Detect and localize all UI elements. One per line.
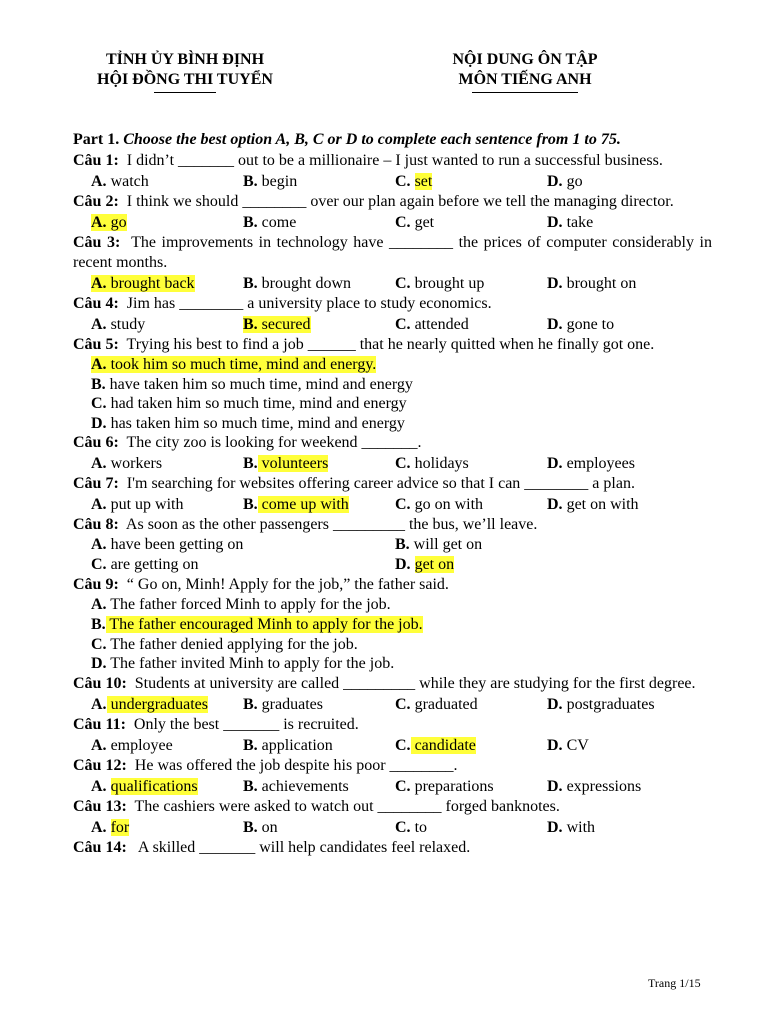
option-b[interactable]: B. will get on (395, 536, 483, 554)
question-text: Students at university are called _________ while they are studying for the first degree. (134, 674, 696, 692)
option-b[interactable]: B. brought down (243, 275, 351, 292)
option-b[interactable] (243, 314, 311, 335)
option-a[interactable]: A. qualifications (91, 777, 198, 795)
question-14 (73, 838, 712, 858)
option-c[interactable]: C. candidate (395, 736, 476, 754)
question-number: Câu 7: (73, 475, 119, 493)
options-row (91, 494, 712, 515)
question-13 (73, 797, 712, 838)
option-b[interactable]: B. The father encouraged Minh to apply for the job. (91, 615, 423, 633)
highlighted-answer: A. took him so much time, mind and energy. (91, 356, 377, 373)
options-row (91, 453, 712, 474)
option-d[interactable]: D. employees (547, 455, 635, 473)
option-b[interactable]: B. achievements (243, 777, 349, 795)
option-b[interactable]: B. have taken him so much time, mind and energy (91, 375, 413, 393)
question-number: Câu 13: (73, 797, 127, 815)
question-text: The improvements in technology have ________ the prices of computer considerably in recent months. (73, 234, 712, 271)
option-d[interactable]: D. postgraduates (547, 695, 655, 713)
option-c[interactable]: C. preparations (395, 777, 494, 795)
option-b[interactable]: B. application (243, 736, 333, 754)
highlighted-answer: A. go (91, 214, 127, 231)
highlighted-answer: The father encouraged Minh to apply for the job. (106, 616, 423, 633)
options-row (91, 314, 712, 335)
option-d[interactable]: D. The father invited Minh to apply for the job. (91, 655, 395, 673)
question-1 (73, 151, 712, 192)
document-header (0, 50, 768, 102)
highlighted-answer: undergraduates (107, 696, 208, 713)
question-text: I'm searching for websites offering career advice so that I can ________ a plan. (126, 475, 635, 493)
question-stem (73, 715, 712, 735)
question-stem (73, 797, 712, 817)
option-a[interactable] (91, 212, 127, 233)
option-b[interactable]: B. come up with (243, 496, 349, 514)
question-number: Câu 3: (73, 234, 121, 251)
option-d[interactable]: D. with (547, 818, 596, 836)
options-row (91, 555, 712, 575)
option-a[interactable]: A. workers (91, 455, 163, 473)
option-c[interactable]: C. get (395, 214, 435, 231)
option-a[interactable]: A. employee (91, 736, 173, 754)
highlighted-answer: candidate (411, 737, 476, 754)
options-row (91, 273, 712, 294)
option-a[interactable]: A. for (91, 818, 130, 836)
document-title: NỘI DUNG ÔN TẬP (452, 51, 598, 68)
question-number: Câu 2: (73, 193, 119, 210)
highlighted-answer: get on (414, 556, 455, 574)
option-a[interactable]: A. study (91, 316, 146, 333)
option-b[interactable]: B. volunteers (243, 455, 329, 473)
option-a[interactable]: A. have been getting on (91, 536, 244, 554)
option-c[interactable]: C. go on with (395, 496, 484, 514)
option-d[interactable]: D. take (547, 214, 594, 231)
question-stem (73, 294, 712, 314)
question-stem (73, 674, 712, 694)
question-number: Câu 10: (73, 674, 127, 692)
header-left (72, 50, 298, 93)
question-stem (73, 433, 712, 453)
question-number: Câu 14: (73, 838, 127, 856)
question-3 (73, 233, 712, 294)
option-c[interactable]: C. holidays (395, 455, 469, 473)
option-b[interactable]: B. come (243, 214, 297, 231)
option-c[interactable]: C. attended (395, 316, 469, 333)
option-a[interactable]: A. watch (91, 173, 149, 190)
highlighted-answer: volunteers (258, 455, 329, 472)
question-number: Câu 12: (73, 756, 127, 774)
subject-title: MÔN TIẾNG ANH (458, 71, 592, 88)
question-text: He was offered the job despite his poor ________. (134, 756, 458, 774)
highlighted-answer: B. secured (243, 316, 311, 333)
option-a[interactable] (91, 273, 195, 294)
question-4 (73, 294, 712, 335)
option-a[interactable] (91, 355, 712, 375)
option-d[interactable]: D. get on (395, 556, 455, 574)
question-stem (73, 335, 712, 355)
question-text: “ Go on, Minh! Apply for the job,” the father said. (126, 576, 449, 594)
options-row (91, 817, 712, 838)
question-stem (73, 515, 712, 535)
question-10 (73, 674, 712, 715)
part-heading (73, 129, 712, 151)
options-row (91, 212, 712, 233)
exam-council-name: HỘI ĐỒNG THI TUYỂN (97, 71, 273, 88)
option-d[interactable]: D. expressions (547, 777, 642, 795)
option-c[interactable]: C. graduated (395, 695, 478, 713)
question-text: Only the best _______ is recruited. (133, 715, 359, 733)
option-b[interactable]: B. begin (243, 173, 298, 190)
part-instruction: Choose the best option A, B, C or D to complete each sentence from 1 to 75. (123, 131, 621, 148)
question-text: I think we should ________ over our plan again before we tell the managing director. (126, 193, 674, 210)
option-b[interactable]: B. graduates (243, 695, 323, 713)
option-c[interactable]: C. brought up (395, 275, 485, 292)
party-committee-name: TỈNH ỦY BÌNH ĐỊNH (105, 51, 265, 68)
option-c[interactable]: C. are getting on (91, 556, 199, 574)
question-stem (73, 838, 712, 858)
option-a[interactable]: A. The father forced Minh to apply for the job. (91, 596, 391, 614)
highlighted-answer: set (414, 173, 433, 190)
options-row (91, 694, 712, 715)
highlighted-answer: come up with (258, 496, 349, 513)
question-11 (73, 715, 712, 756)
question-stem (73, 474, 712, 494)
question-text: As soon as the other passengers _________ the bus, we’ll leave. (125, 516, 538, 534)
question-2 (73, 192, 712, 233)
header-left-underline (154, 92, 216, 93)
question-5 (73, 335, 712, 433)
exam-content (73, 129, 712, 858)
option-c[interactable]: C. set (395, 173, 433, 190)
option-d[interactable]: D. gone to (547, 316, 615, 333)
question-number: Câu 6: (73, 434, 119, 452)
option-d[interactable]: D. has taken him so much time, mind and energy (91, 414, 405, 432)
option-c[interactable]: C. to (395, 818, 428, 836)
question-number: Câu 1: (73, 152, 119, 169)
question-text: I didn’t _______ out to be a millionaire – I just wanted to run a successful business. (126, 152, 663, 169)
question-text: The cashiers were asked to watch out ________ forged banknotes. (134, 797, 560, 815)
question-9 (73, 575, 712, 673)
option-d[interactable]: D. get on with (547, 496, 639, 514)
question-stem (73, 192, 712, 212)
highlighted-answer: for (110, 818, 130, 836)
header-right-underline (472, 92, 578, 93)
option-a[interactable]: A. put up with (91, 496, 184, 514)
question-number: Câu 4: (73, 295, 119, 312)
option-b[interactable]: B. on (243, 818, 278, 836)
question-stem (73, 233, 712, 273)
question-text: Trying his best to find a job ______ that he nearly quitted when he finally got one. (126, 336, 655, 353)
option-d[interactable]: D. go (547, 173, 583, 190)
question-number: Câu 11: (73, 715, 126, 733)
question-stem (73, 575, 712, 595)
options-row (91, 171, 712, 192)
option-c[interactable]: C. The father denied applying for the job. (91, 635, 358, 653)
question-8 (73, 515, 712, 575)
page-number: Trang 1/15 (648, 976, 701, 990)
question-text: A skilled _______ will help candidates feel relaxed. (137, 838, 471, 856)
question-stem (73, 151, 712, 171)
question-6 (73, 433, 712, 474)
question-text: Jim has ________ a university place to study economics. (126, 295, 492, 312)
option-d[interactable]: D. CV (547, 736, 589, 754)
highlighted-answer: qualifications (110, 777, 198, 795)
option-c[interactable]: C. had taken him so much time, mind and energy (91, 395, 407, 413)
options-row (91, 735, 712, 756)
question-text: The city zoo is looking for weekend _______. (126, 434, 422, 452)
question-12 (73, 756, 712, 797)
question-number: Câu 5: (73, 336, 119, 353)
header-right (418, 50, 632, 93)
option-d[interactable]: D. brought on (547, 275, 637, 292)
question-7 (73, 474, 712, 515)
question-number: Câu 8: (73, 516, 119, 534)
part-label: Part 1. (73, 131, 120, 148)
options-row (91, 776, 712, 797)
highlighted-answer: A. brought back (91, 275, 195, 292)
question-stem (73, 756, 712, 776)
options-row (91, 535, 712, 555)
question-number: Câu 9: (73, 576, 119, 594)
option-a[interactable]: A. undergraduates (91, 695, 209, 713)
